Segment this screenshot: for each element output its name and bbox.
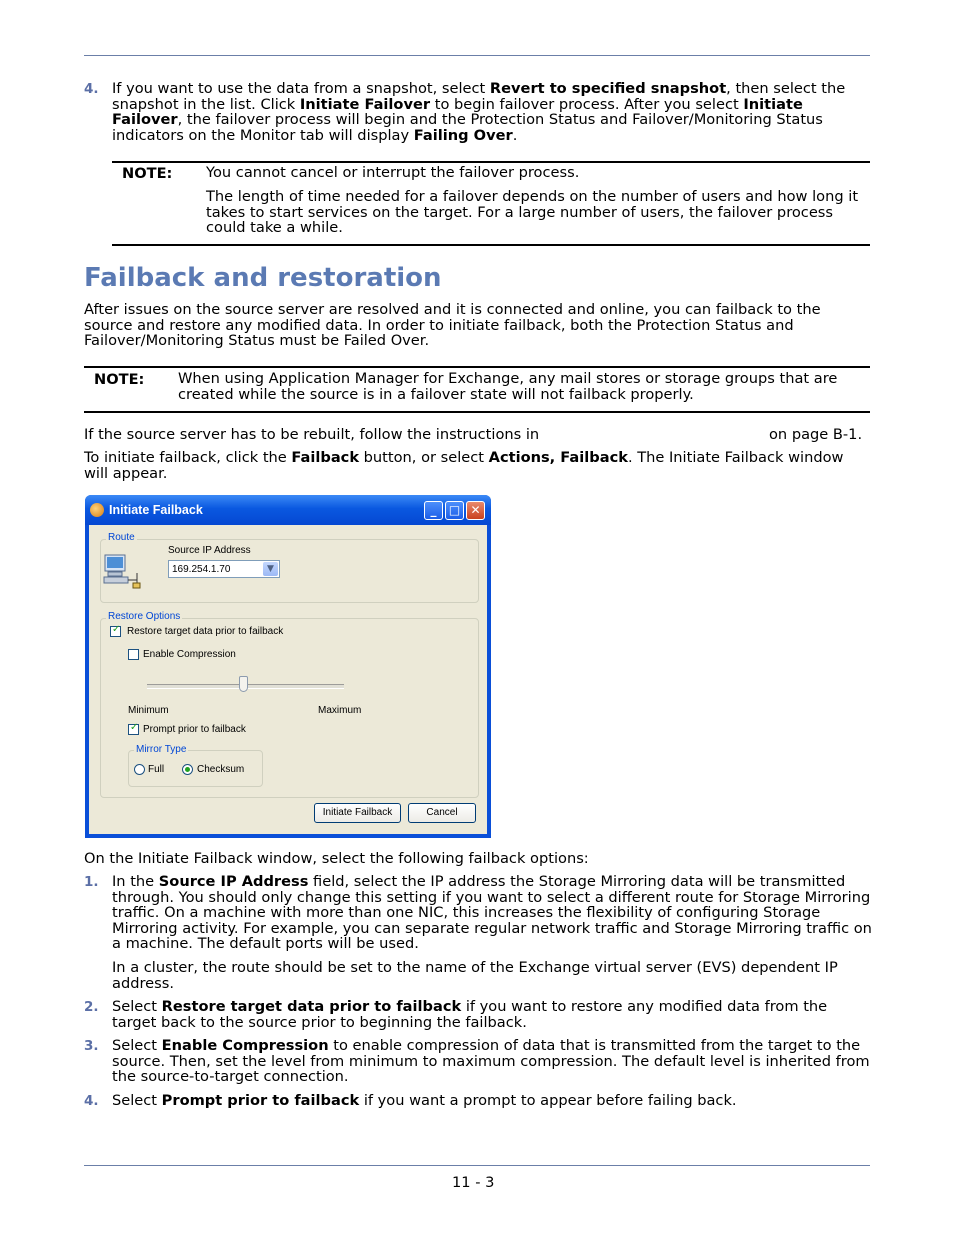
dialog-titlebar[interactable] [85, 495, 491, 525]
network-computer-icon [102, 553, 142, 589]
prompt-prior-checkbox[interactable] [128, 724, 139, 735]
enable-compression-label[interactable]: Enable Compression [143, 649, 236, 660]
route-group-title: Route [108, 532, 135, 543]
options-intro: On the Initiate Failback window, select the following failback options: [84, 850, 589, 867]
list-number: 2. [84, 999, 99, 1015]
intro-paragraph: After issues on the source server are resolved and it is connected and online, you can failback to the source and restore any modified data. In order to initiate failback, both the Protection Status and Failover/Monitoring Status must be Failed Over. [84, 301, 821, 350]
mirror-checksum-label[interactable]: Checksum [197, 764, 245, 775]
page-reference[interactable]: on page B-1. [769, 426, 863, 443]
enable-compression-checkbox[interactable] [128, 649, 139, 660]
restore-target-label[interactable]: Restore target data prior to failback [127, 626, 284, 637]
mirror-type-title: Mirror Type [136, 744, 187, 755]
app-icon [90, 503, 104, 517]
list-number: 3. [84, 1038, 99, 1054]
route-group [100, 539, 479, 603]
rebuild-text: If the source server has to be rebuilt, follow the instructions in [84, 426, 540, 443]
mirror-full-label[interactable]: Full [148, 764, 165, 775]
option-1-text: In the Source IP Address field, select the IP address the Storage Mirroring data will be transmitted through. You should only change this setting if you want to select a different route for Storage Mirroring traffic. On a machine with more than one NIC, this increases the flexibility of configuring Storage Mirroring activity. For example, you can separate regular network traffic and Storage Mirroring traffic on a machine. The default ports will be used. [112, 873, 872, 953]
mirror-full-radio[interactable] [134, 764, 145, 775]
note-text: When using Application Manager for Exchange, any mail stores or storage groups that are created while the source is in a failover state will not failback properly. [178, 370, 838, 403]
chevron-down-icon[interactable]: ▼ [263, 562, 278, 576]
option-3-text: Select Enable Compression to enable compression of data that is transmitted from the target to the source. Then, set the level from minimum to maximum compression. The default level is inherited from the source-to-target connection. [112, 1037, 870, 1086]
source-ip-select[interactable] [168, 560, 280, 578]
dialog-title: Initiate Failback [109, 503, 203, 517]
header-rule [84, 55, 870, 56]
note-label: NOTE: [94, 371, 145, 388]
restore-target-checkbox[interactable] [110, 626, 121, 637]
option-2-text: Select Restore target data prior to failback if you want to restore any modified data from the target back to the source prior to beginning the failback. [112, 998, 828, 1031]
step-4-text: If you want to use the data from a snapshot, select Revert to specified snapshot, then select the snapshot in the list. Click Initiate Failover to begin failover process. After you select Initiate Failover, the failover process will begin and the Protection Status and Failover/Monitoring Status indicators on the Monitor tab will display Failing Over. [112, 80, 846, 144]
prompt-prior-label[interactable]: Prompt prior to failback [143, 724, 246, 735]
initiate-failback-dialog [85, 495, 491, 838]
note-text: The length of time needed for a failover depends on the number of users and how long it takes to start services on the target. For a large number of users, the failover process could take a while. [206, 188, 859, 237]
list-number: 4. [84, 81, 99, 97]
slider-min-label: Minimum [128, 705, 169, 716]
maximize-icon[interactable]: □ [445, 501, 464, 520]
list-number: 4. [84, 1093, 99, 1109]
section-heading: Failback and restoration [84, 263, 442, 293]
restore-options-title: Restore Options [108, 611, 181, 622]
footer-rule [84, 1165, 870, 1166]
cancel-button[interactable]: Cancel [408, 803, 476, 823]
initiate-failback-button[interactable]: Initiate Failback [314, 803, 401, 823]
compression-slider-thumb[interactable] [239, 676, 248, 692]
page-number: 11 - 3 [452, 1174, 495, 1191]
option-1-extra: In a cluster, the route should be set to the name of the Exchange virtual server (EVS) dependent IP address. [112, 959, 838, 992]
slider-max-label: Maximum [318, 705, 362, 716]
dialog-body [89, 525, 487, 834]
initiate-paragraph: To initiate failback, click the Failback button, or select Actions, Failback. The Initiate Failback window will appear. [84, 449, 844, 482]
source-ip-value: 169.254.1.70 [172, 564, 231, 575]
minimize-icon[interactable]: _ [424, 501, 443, 520]
close-icon[interactable]: ✕ [466, 501, 485, 520]
mirror-checksum-radio[interactable] [182, 764, 193, 775]
note-text: You cannot cancel or interrupt the failover process. [206, 164, 580, 181]
option-4-text: Select Prompt prior to failback if you want a prompt to appear before failing back. [112, 1092, 737, 1109]
list-number: 1. [84, 874, 99, 890]
source-ip-label: Source IP Address [168, 545, 251, 556]
note-label: NOTE: [122, 165, 173, 182]
